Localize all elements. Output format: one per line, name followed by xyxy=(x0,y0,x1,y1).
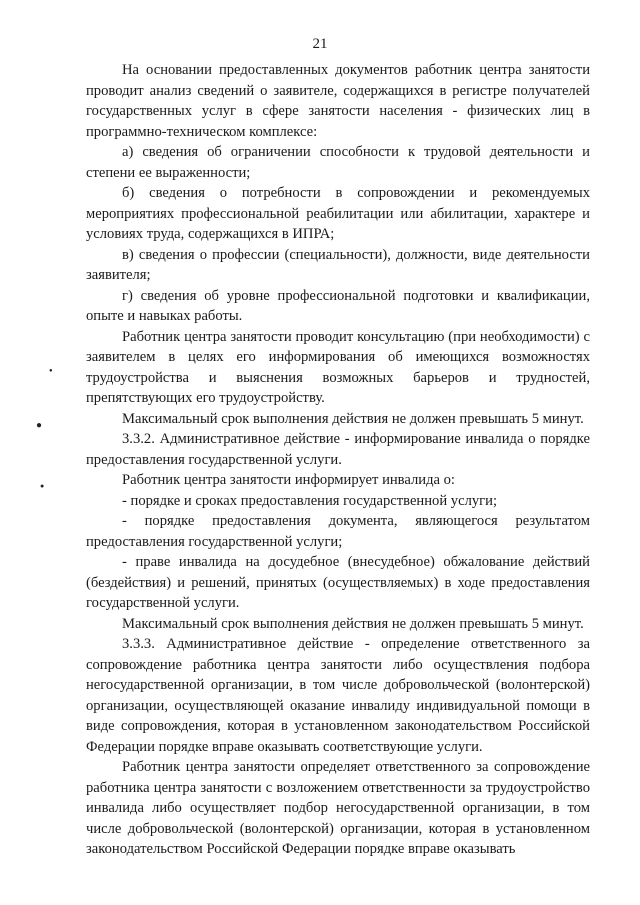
paragraph-determines: Работник центра занятости определяет ответственного за сопровождение работника центра занятости с возложением ответственности за трудоустройство инвалида либо осуществляет подбор негосударственной организации, в том числе добровольческой (волонтерской) организации, которая в установленном законодательством Российской Федерации порядке вправе оказывать xyxy=(86,759,590,857)
paragraph-intro: На основании предоставленных документов работник центра занятости проводит анализ сведений о заявителе, содержащихся в регистре получателей государственных услуг в сфере занятости населения - физических лиц в программно-техническом комплексе: xyxy=(86,62,590,140)
bullet-item: - порядке предоставления документа, являющегося результатом предоставления государственной услуги; xyxy=(86,513,590,550)
page-number: 21 xyxy=(312,36,328,52)
list-item-v: в) сведения о профессии (специальности), должности, виде деятельности заявителя; xyxy=(86,246,590,283)
list-item-a: а) сведения об ограничении способности к трудовой деятельности и степени ее выраженности; xyxy=(86,144,590,181)
list-item-g: г) сведения об уровне профессиональной подготовки и квалификации, опыте и навыках работы. xyxy=(86,287,590,324)
scan-speck: ● xyxy=(36,420,43,431)
paragraph-time-limit: Максимальный срок выполнения действия не должен превышать 5 минут. xyxy=(122,410,584,427)
paragraph-informs: Работник центра занятости информирует инвалида о: xyxy=(122,472,455,488)
scan-speck: ● xyxy=(49,368,53,374)
section-3-3-3: 3.3.3. Административное действие - определение ответственного за сопровождение работника центра занятости либо осуществления подбора негосударственной организации, в том числе добровольческой (волонтерской) организации, осуществляющей оказание инвалиду индивидуальной помощи в виде сопровождения, которая в установленном законодательством Российской Федерации порядке вправе оказывать соответствующие услуги. xyxy=(86,636,590,755)
paragraph-consultation: Работник центра занятости проводит консультацию (при необходимости) с заявителем в целях его информирования об имеющихся возможностях трудоустройства и выяснения возможных барьеров и трудностей, препятствующих его трудоустройству. xyxy=(86,328,590,406)
bullet-item: - порядке и сроках предоставления государственной услуги; xyxy=(122,492,498,509)
section-3-3-2: 3.3.2. Административное действие - информирование инвалида о порядке предоставления государственной услуги. xyxy=(86,431,590,468)
list-item-b: б) сведения о потребности в сопровождении и рекомендуемых мероприятиях профессиональной реабилитации или абилитации, характере и условиях труда, содержащихся в ИПРА; xyxy=(86,185,590,242)
document-body xyxy=(86,60,590,860)
paragraph-time-limit: Максимальный срок выполнения действия не должен превышать 5 минут. xyxy=(122,615,584,632)
scan-speck: ● xyxy=(40,482,45,490)
bullet-item: - праве инвалида на досудебное (внесудебное) обжалование действий (бездействия) и решений, принятых (осуществляемых) в ходе предоставления государственной услуги. xyxy=(86,554,590,611)
